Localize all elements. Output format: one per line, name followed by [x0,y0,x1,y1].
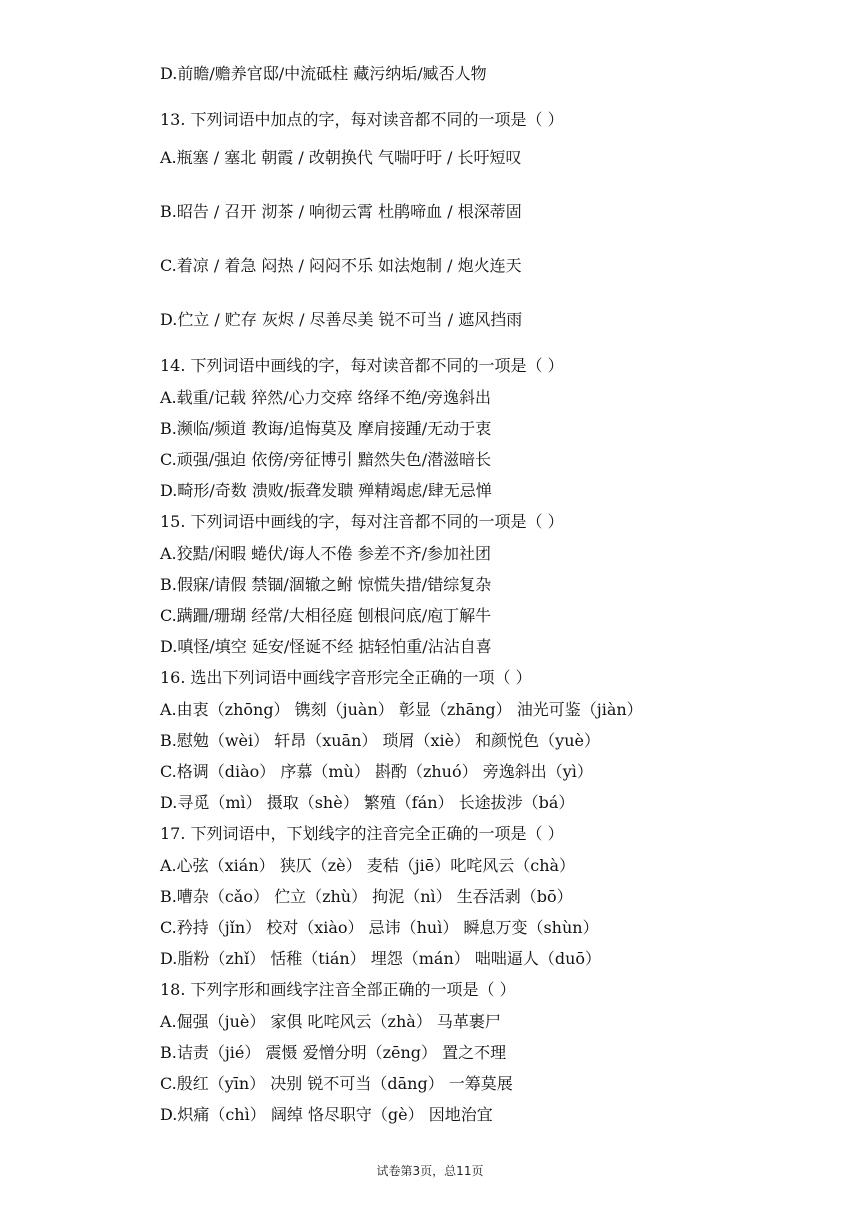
text-line: 13. 下列词语中加点的字，每对读音都不同的一项是（ ） [160,110,564,129]
text-line: D.畸形/奇数 溃败/振聋发聩 殚精竭虑/肆无忌惮 [160,481,492,500]
text-line: A.心弦（xián） 狭仄（zè） 麦秸（jiē）叱咤风云（chà） [160,856,576,875]
text-line: C.蹒跚/珊瑚 经常/大相径庭 刨根问底/庖丁解牛 [160,606,492,625]
text-line: B.濒临/频道 教诲/追悔莫及 摩肩接踵/无动于衷 [160,419,492,438]
page-footer: 试卷第3页，总11页 [376,1164,484,1178]
text-line: C.格调（diào） 序慕（mù） 斟酌（zhuó） 旁逸斜出（yì） [160,762,593,781]
text-line: B.慰勉（wèi） 轩昂（xuān） 琐屑（xiè） 和颜悦色（yuè） [160,731,600,750]
text-line: D.前瞻/赡养官邸/中流砥柱 藏污纳垢/臧否人物 [160,64,487,83]
text-line: 18. 下列字形和画线字注音全部正确的一项是（ ） [160,980,516,999]
text-line: B.昭告 / 召开 沏茶 / 响彻云霄 杜鹃啼血 / 根深蒂固 [160,202,522,221]
text-line: C.殷红（yīn） 决别 锐不可当（dāng） 一筹莫展 [160,1074,513,1093]
text-line: D.脂粉（zhǐ） 恬稚（tián） 埋怨（mán） 咄咄逼人（duō） [160,949,602,968]
text-line: B.假寐/请假 禁锢/涸辙之鲋 惊慌失措/错综复杂 [160,575,492,594]
text-line: A.载重/记载 猝然/心力交瘁 络绎不绝/旁逸斜出 [160,388,491,407]
text-line: A.倔强（juè） 家俱 叱咤风云（zhà） 马革裹尸 [160,1012,501,1031]
text-line: C.着凉 / 着急 闷热 / 闷闷不乐 如法炮制 / 炮火连天 [160,256,522,275]
text-line: 14. 下列词语中画线的字，每对读音都不同的一项是（ ） [160,356,564,375]
text-line: 15. 下列词语中画线的字，每对注音都不同的一项是（ ） [160,512,564,531]
text-line: 17. 下列词语中，下划线字的注音完全正确的一项是（ ） [160,824,564,843]
text-line: A.由衷（zhōng） 镌刻（juàn） 彰显（zhāng） 油光可鉴（jiàn） [160,700,643,719]
text-line: D.寻觅（mì） 摄取（shè） 繁殖（fán） 长途拔涉（bá） [160,793,575,812]
text-line: D.伫立 / 贮存 灰烬 / 尽善尽美 锐不可当 / 遮风挡雨 [160,310,523,329]
text-line: B.嘈杂（cǎo） 伫立（zhù） 拘泥（nì） 生吞活剥（bō） [160,887,573,906]
text-line: D.炽痛（chì） 阔绰 恪尽职守（gè） 因地治宜 [160,1105,493,1124]
text-line: C.矜持（jǐn） 校对（xiào） 忌讳（huì） 瞬息万变（shùn） [160,918,599,937]
text-line: A.狡黠/闲暇 蜷伏/诲人不倦 参差不齐/参加社团 [160,544,491,563]
text-line: A.瓶塞 / 塞北 朝霞 / 改朝换代 气喘吁吁 / 长吁短叹 [160,148,522,167]
text-line: B.诘责（jié） 震慑 爱憎分明（zēng） 置之不理 [160,1043,507,1062]
text-line: 16. 选出下列词语中画线字音形完全正确的一项（ ） [160,668,532,687]
text-line: C.顽强/强迫 依傍/旁征博引 黯然失色/潜滋暗长 [160,450,492,469]
text-line: D.嗔怪/填空 延安/怪诞不经 掂轻怕重/沾沾自喜 [160,637,492,656]
